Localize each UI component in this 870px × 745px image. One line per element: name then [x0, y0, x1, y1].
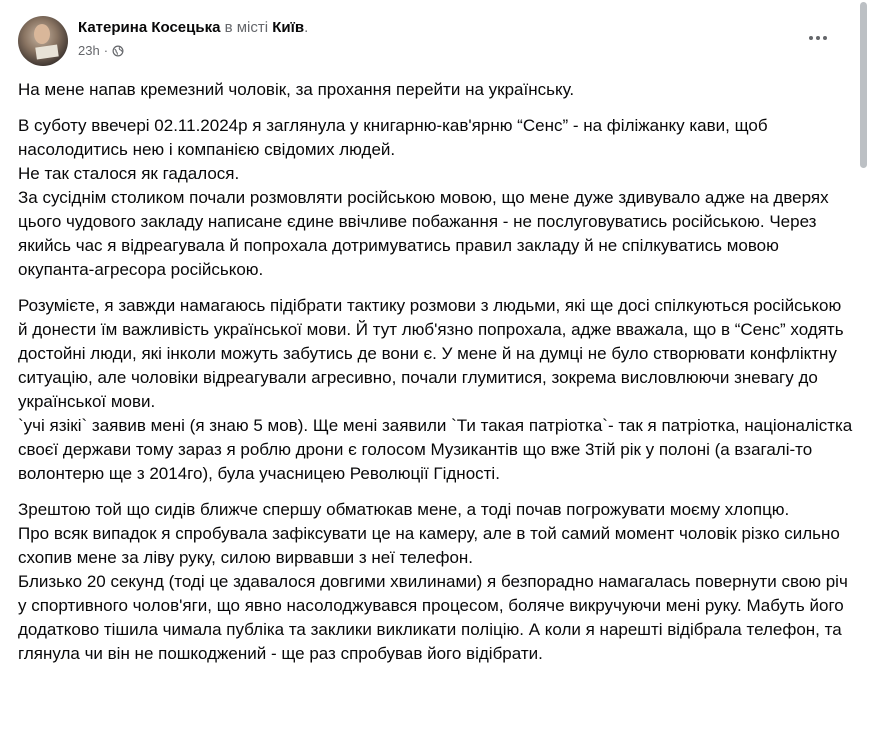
scrollbar-thumb[interactable] — [860, 2, 867, 168]
post-timestamp[interactable]: 23h — [78, 43, 100, 58]
post-header — [18, 16, 840, 68]
post-meta — [78, 43, 124, 58]
location-link[interactable]: Київ — [272, 19, 305, 36]
globe-icon — [112, 45, 124, 57]
author-line — [78, 19, 308, 36]
meta-separator: · — [103, 43, 109, 58]
location-prefix: в місті — [224, 19, 269, 36]
scrollbar[interactable] — [858, 0, 868, 745]
post-paragraph: На мене напав кремезний чоловік, за прохання перейти на українську. — [18, 80, 575, 99]
post-paragraph: Розумієте, я завжди намагаюсь підібрати тактику розмови з людьми, які ще досі спілкуються російською й донести їм важливість української мови. Й тут люб'язно попрохала, адже вважала, що в “Сенс” ходять достойні люди, які інколи можуть забутись де вони є. У мене й на думці не було створювати конфліктну ситуацію, але чоловіки відреагували агресивно, почали глумитися, зокрема висловлюючи зневагу до української мови. `учі язікі` заявив мені (я знаю 5 мов). Ще мені заявили `Ти такая патріотка`- так я патріотка, націоналістка своєї держави тому зараз я роблю дрони є голосом Музикантів що вже 3тій рік у полоні (а взагалі-то волонтерю ще з 2014го), була учасницею Революції Гідності. — [18, 296, 853, 483]
post-paragraph: Зрештою той що сидів ближче спершу обматюкав мене, а тоді почав погрожувати моєму хлопцю. Про всяк випадок я спробувала зафіксувати це на камеру, але в той самий момент чоловік різко сильно схопив мене за ліву руку, силою вирвавши з неї телефон. Близько 20 секунд (тоді це здавалося довгими хвилинами) я безпорадно намагалась повернути свою річ у спортивного чолов'яги, що явно насолоджувався процесом, боляче викручуючи мені руку. Мабуть його додатково тішила чимала публіка та заклики викликати поліцію. А коли я нарешті відібрала телефон, та глянула чи він не пошкоджений - ще раз спробував його відібрати. — [18, 500, 848, 663]
author-name[interactable]: Катерина Косецька — [78, 19, 221, 36]
author-avatar[interactable] — [18, 16, 68, 66]
post-body — [18, 78, 853, 678]
location-suffix: . — [304, 19, 309, 36]
more-options-icon[interactable] — [804, 26, 832, 50]
post-paragraph: В суботу ввечері 02.11.2024р я заглянула у книгарню-кав'ярню “Сенс” - на філіжанку кави, щоб насолодитись нею і компанією свідомих людей. Не так сталося як гадалося. За сусіднім столиком почали розмовляти російською мовою, що мене дуже здивувало адже на дверях цього чудового закладу написане єдине ввічливе побажання - не послуговуватись російською. Через якийсь час я відреагувала й попрохала дотримуватись правил закладу й не спілкуватись мовою окупанта-агресора російською. — [18, 116, 829, 279]
